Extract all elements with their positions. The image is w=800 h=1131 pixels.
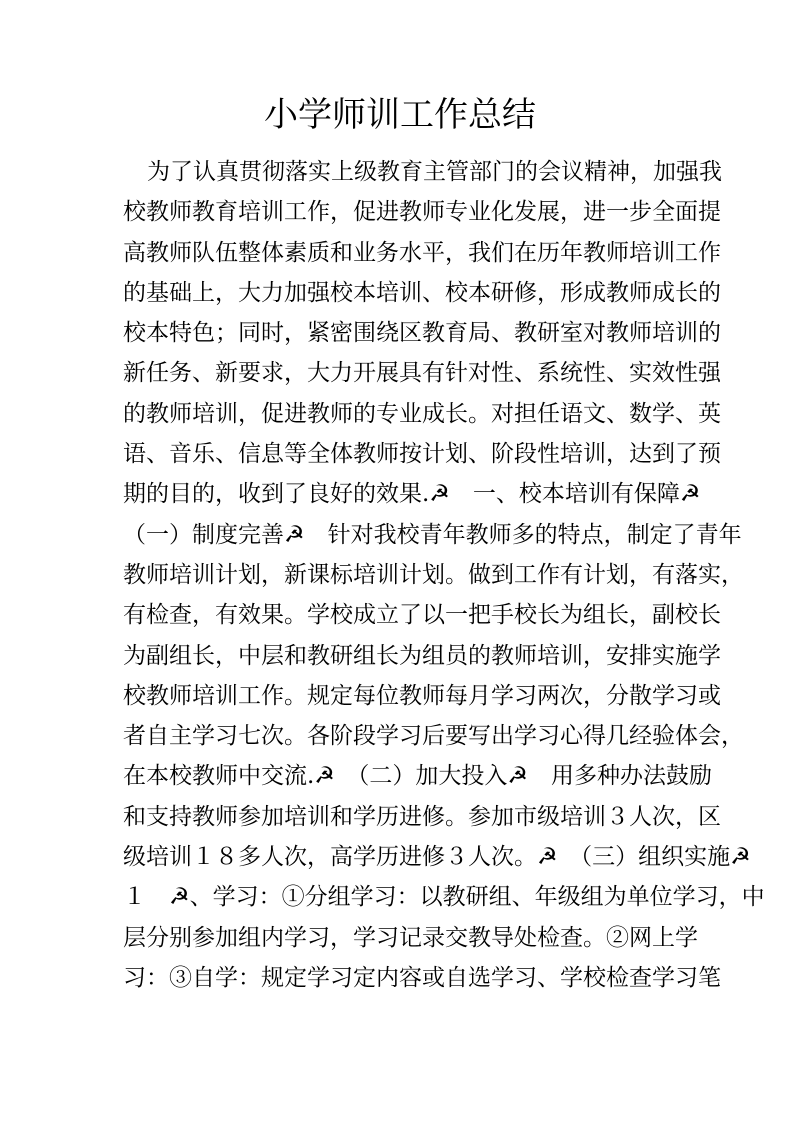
text-line: １ ☭、学习：①分组学习：以教研组、年级组为单位学习，中	[123, 884, 765, 911]
text-line: 教师培训计划，新课标培训计划。做到工作有计划，有落实，	[123, 561, 744, 588]
text-line: 校教师培训工作。规定每位教师每月学习两次，分散学习或	[123, 682, 721, 709]
text-line: 新任务、新要求，大力开展具有针对性、系统性、实效性强	[123, 360, 721, 387]
text-line: 的教师培训，促进教师的专业成长。对担任语文、数学、英	[123, 400, 721, 427]
text-line: 为了认真贯彻落实上级教育主管部门的会议精神，加强我	[147, 159, 722, 185]
text-line: 和支持教师参加培训和学历进修。参加市级培训３人次，区	[123, 803, 721, 830]
text-line: 在本校教师中交流.☭ （二）加大投入☭ 用多种办法鼓励	[123, 763, 713, 790]
document-body	[123, 152, 765, 998]
text-line: 校本特色；同时，紧密围绕区教育局、教研室对教师培训的	[123, 320, 721, 347]
text-line: 级培训１８多人次，高学历进修３人次。☭ （三）组织实施☭	[123, 844, 751, 871]
text-line: 为副组长，中层和教研组长为组员的教师培训，安排实施学	[123, 642, 721, 669]
text-line: 高教师队伍整体素质和业务水平，我们在历年教师培训工作	[123, 239, 721, 266]
text-line: 者自主学习七次。各阶段学习后要写出学习心得几经验体会，	[123, 723, 744, 750]
text-line: 习：③自学：规定学习定内容或自选学习、学校检查学习笔	[123, 964, 721, 991]
text-line: 语、音乐、信息等全体教师按计划、阶段性培训，达到了预	[123, 441, 721, 468]
text-line: 的基础上，大力加强校本培训、校本研修，形成教师成长的	[123, 279, 721, 306]
text-line: 校教师教育培训工作，促进教师专业化发展，进一步全面提	[123, 199, 721, 226]
document-title: 小学师训工作总结	[264, 95, 536, 135]
text-line: 期的目的，收到了良好的效果.☭ 一、校本培训有保障☭	[123, 481, 701, 508]
text-line: （一）制度完善☭ 针对我校青年教师多的特点，制定了青年	[123, 521, 742, 548]
text-line: 有检查，有效果。学校成立了以一把手校长为组长，副校长	[123, 602, 721, 629]
text-line: 层分别参加组内学习，学习记录交教导处检查。②网上学	[123, 924, 698, 951]
